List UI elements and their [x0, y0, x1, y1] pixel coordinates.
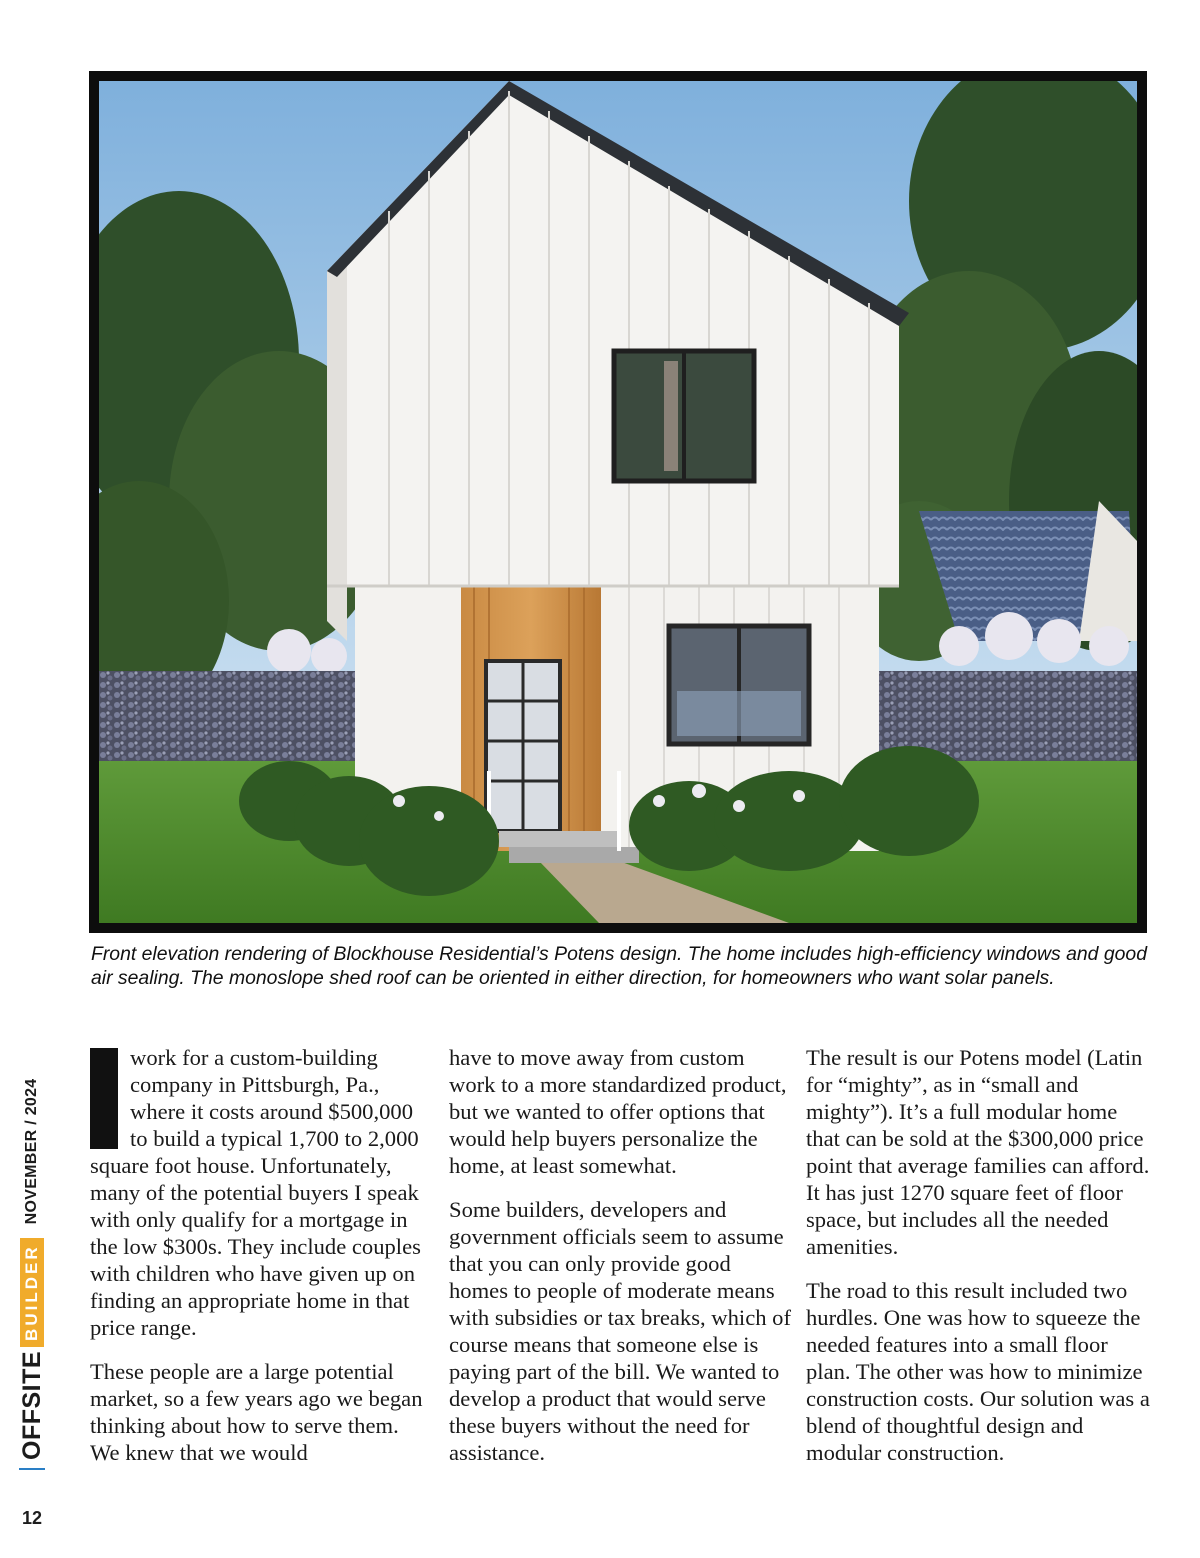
article-column-3	[806, 1044, 1151, 1483]
house-rendering-image	[89, 71, 1147, 933]
brand-builder: BUILDER	[20, 1238, 44, 1347]
drop-cap	[90, 1048, 118, 1149]
article-paragraph: Some builders, developers and government officials seem to assume that you can only provide good homes to people of moderate means with subsidies or tax breaks, which of course means that someone else is paying part of the bill. We wanted to develop a product that would serve these buyers without the need for assistance.	[449, 1197, 791, 1465]
page-number: 12	[22, 1508, 43, 1528]
article-paragraph: work for a custom-building company in Pittsburgh, Pa., where it costs around $500,000 to build a typical 1,700 to 2,000 square foot house. Unfortunately, many of the potential buyers I speak with only qualify for a mortgage in the low $300s. They include couples with children who have given up on finding an appropriate home in that price range.	[90, 1045, 421, 1340]
house-illustration	[99, 81, 1137, 923]
issue-date: NOVEMBER / 2024	[23, 1078, 40, 1225]
brand-offsite: OFFSITE	[17, 1350, 46, 1460]
article-paragraph: The result is our Potens model (Latin for “mighty”, as in “small and mighty”). It’s a full modular home that can be sold at the $300,000 price point that average families can afford. It has just 1270 square feet of floor space, but includes all the needed amenities.	[806, 1045, 1150, 1259]
rail-accent-bar	[19, 1468, 45, 1470]
side-rail	[12, 1050, 52, 1470]
article-paragraph: These people are a large potential market, so a few years ago we began thinking about how to serve them. We knew that we would	[90, 1359, 423, 1465]
article-column-1	[90, 1044, 430, 1483]
photo-caption: Front elevation rendering of Blockhouse Residential’s Potens design. The home includes high-efficiency windows and good air sealing. The monoslope shed roof can be oriented in either direction, for homeowners who want solar panels.	[91, 943, 1147, 989]
article-paragraph: have to move away from custom work to a more standardized product, but we wanted to offer options that would help buyers personalize the home, at least somewhat.	[449, 1045, 787, 1178]
article-column-2	[449, 1044, 794, 1483]
article-paragraph: The road to this result included two hurdles. One was how to squeeze the needed features into a small floor plan. The other was how to minimize construction costs. Our solution was a blend of thoughtful design and modular construction.	[806, 1278, 1150, 1465]
